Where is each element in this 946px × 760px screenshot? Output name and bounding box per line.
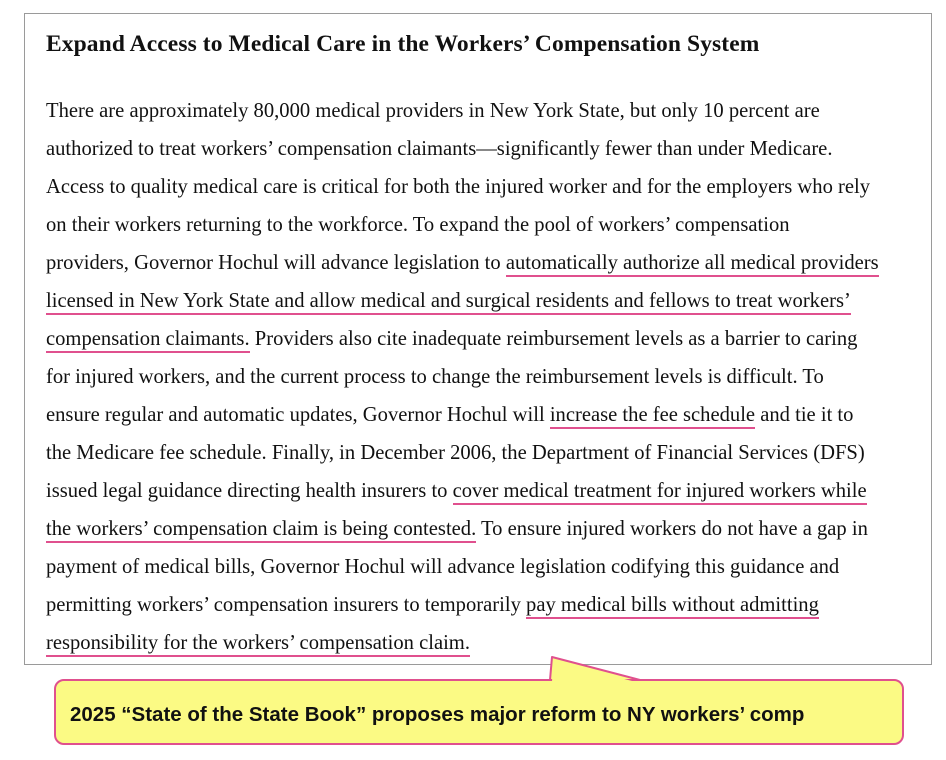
callout-box bbox=[54, 679, 904, 745]
paragraph-line bbox=[46, 554, 839, 580]
paragraph-line bbox=[46, 364, 824, 390]
section-heading: Expand Access to Medical Care in the Workers’ Compensation System bbox=[46, 31, 760, 57]
highlighted-phrase: increase the fee schedule bbox=[550, 404, 755, 429]
paragraph-line bbox=[46, 136, 832, 162]
paragraph-line bbox=[46, 402, 853, 428]
paragraph-line bbox=[46, 250, 879, 276]
paragraph-line bbox=[46, 630, 470, 656]
highlighted-phrase: licensed in New York State and allow medical and surgical residents and fellows to treat workers’ bbox=[46, 290, 851, 315]
highlighted-phrase: compensation claimants. bbox=[46, 328, 250, 353]
highlighted-phrase: the workers’ compensation claim is being contested. bbox=[46, 518, 476, 543]
highlighted-phrase: pay medical bills without admitting bbox=[526, 594, 819, 619]
paragraph-line bbox=[46, 592, 819, 618]
text-run: providers, Governor Hochul will advance legislation to bbox=[46, 252, 506, 274]
text-run: permitting workers’ compensation insurers to temporarily bbox=[46, 594, 527, 616]
paragraph-line bbox=[46, 326, 857, 352]
text-run: and tie it to bbox=[755, 404, 854, 426]
text-run: authorized to treat workers’ compensation claimants—significantly fewer than under Medicare. bbox=[46, 138, 833, 160]
text-run: payment of medical bills, Governor Hochul will advance legislation codifying this guidance and bbox=[46, 556, 840, 578]
paragraph-line bbox=[46, 212, 790, 238]
text-run: Access to quality medical care is critical for both the injured worker and for the employers who rely bbox=[46, 176, 871, 198]
text-run: for injured workers, and the current process to change the reimbursement levels is difficult. To bbox=[46, 366, 824, 388]
text-run: To ensure injured workers do not have a gap in bbox=[476, 518, 868, 540]
text-run: ensure regular and automatic updates, Governor Hochul will bbox=[46, 404, 550, 426]
text-run: There are approximately 80,000 medical providers in New York State, but only 10 percent are bbox=[46, 100, 820, 122]
text-run: on their workers returning to the workforce. To expand the pool of workers’ compensation bbox=[46, 214, 790, 236]
paragraph-line bbox=[46, 174, 870, 200]
highlighted-phrase: responsibility for the workers’ compensation claim. bbox=[46, 632, 470, 657]
paragraph-line bbox=[46, 288, 851, 314]
paragraph-line bbox=[46, 440, 865, 466]
text-run: Providers also cite inadequate reimbursement levels as a barrier to caring bbox=[249, 328, 858, 350]
text-run: issued legal guidance directing health insurers to bbox=[46, 480, 453, 502]
highlighted-phrase: automatically authorize all medical providers bbox=[506, 252, 879, 277]
text-run: the Medicare fee schedule. Finally, in December 2006, the Department of Financial Services (DFS) bbox=[46, 442, 865, 464]
highlighted-phrase: cover medical treatment for injured workers while bbox=[453, 480, 867, 505]
paragraph-line bbox=[46, 516, 868, 542]
paragraph-line bbox=[46, 98, 820, 124]
paragraph-line bbox=[46, 478, 867, 504]
callout-text: 2025 “State of the State Book” proposes major reform to NY workers’ comp bbox=[70, 703, 805, 726]
